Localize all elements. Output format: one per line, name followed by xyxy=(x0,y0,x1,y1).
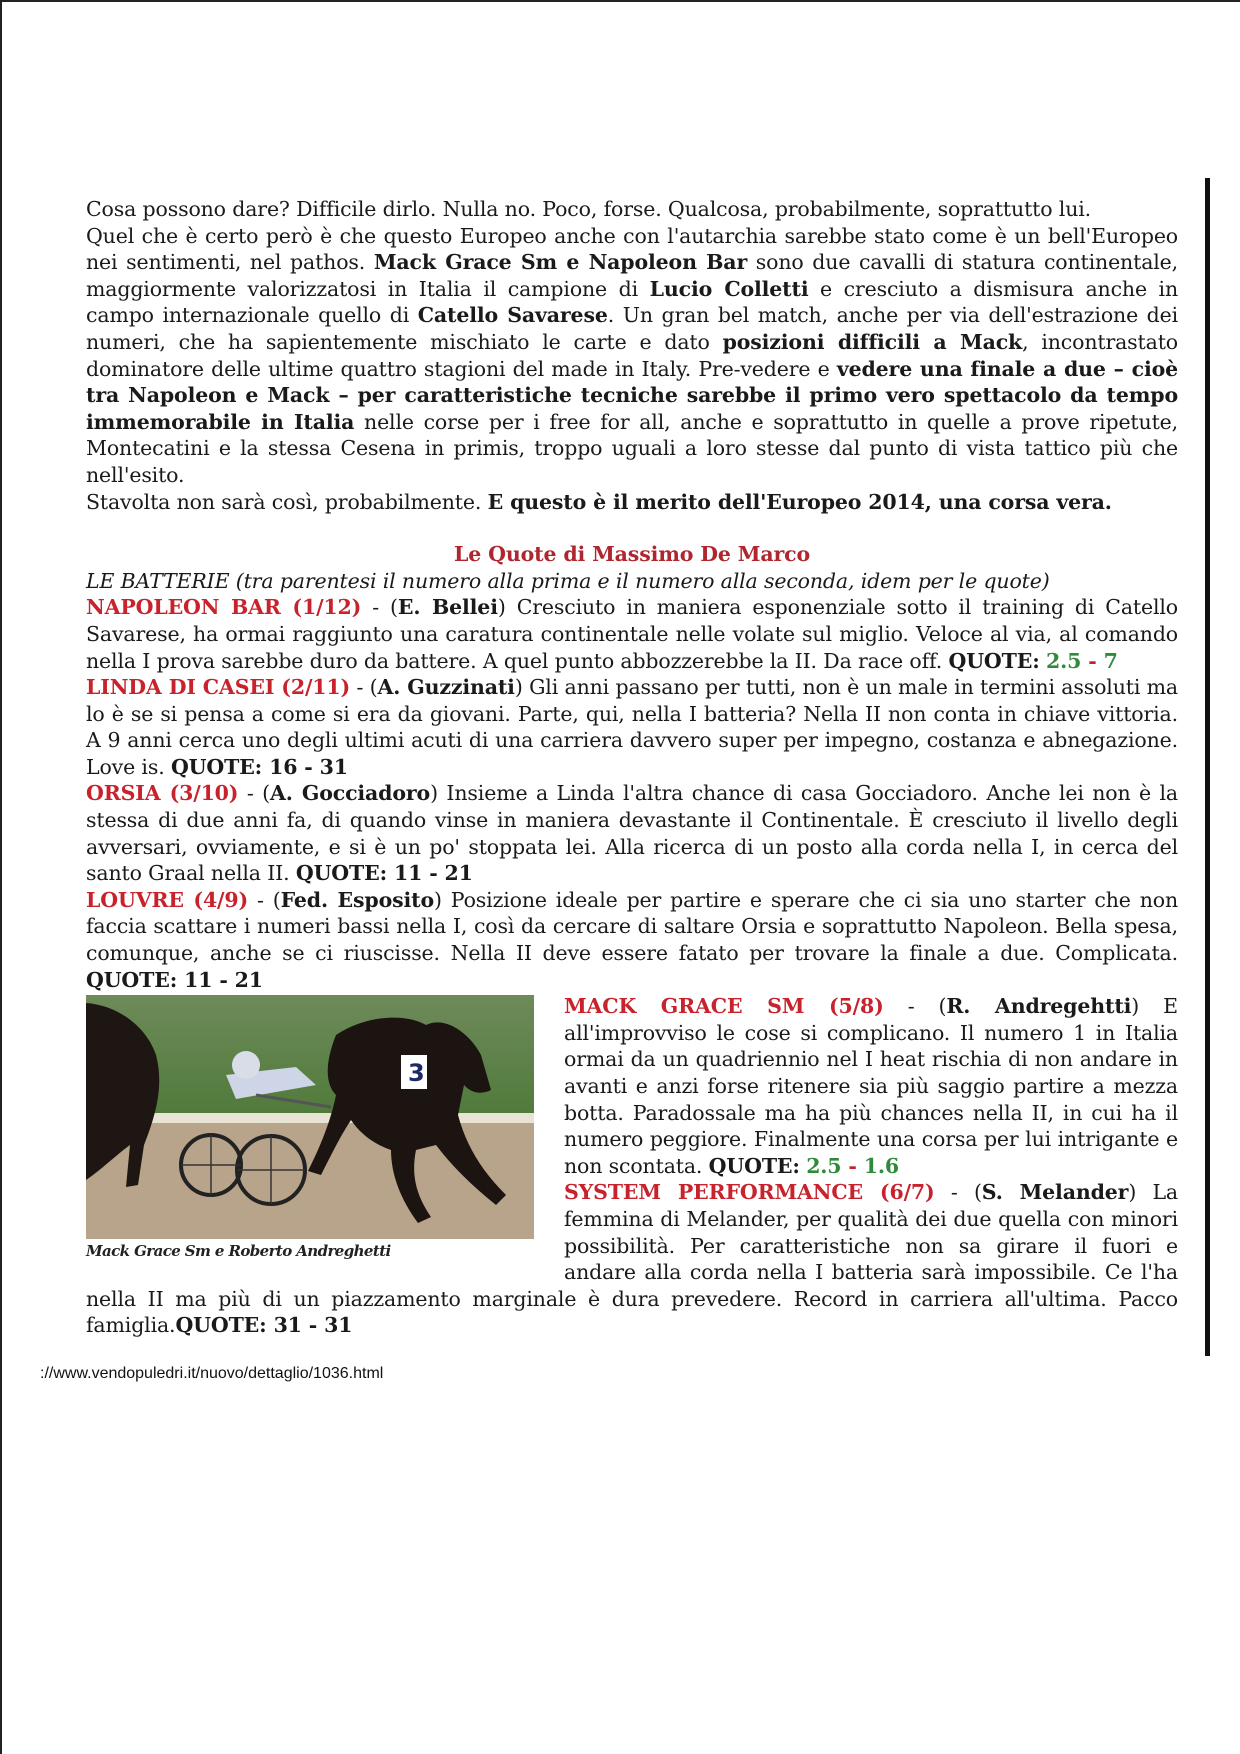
entry-name: MACK GRACE SM (5/8) xyxy=(564,994,884,1019)
entry-name: SYSTEM PERFORMANCE (6/7) xyxy=(564,1180,935,1205)
entry-quote: QUOTE: 31 - 31 xyxy=(175,1313,353,1338)
entry-driver: A. Gocciadoro xyxy=(270,781,431,806)
emphasis-text: posizioni difficili a Mack xyxy=(722,329,1023,354)
entry-name: LINDA DI CASEI (2/11) xyxy=(86,675,351,700)
entry-quote-value: 2.5 xyxy=(806,1153,842,1178)
paragraph-2-text: , incontrastato dominatore delle ultime quattro stagioni del made in Italy. Pre-vedere e xyxy=(86,329,1178,381)
entry-quote-dash: - xyxy=(841,1153,864,1178)
entry-orsia xyxy=(86,780,1178,886)
entry-text: ) E all'improvviso le cose si complicano. Il numero 1 in Italia ormai da un quadriennio nel I heat rischia di non andare in avanti e anzi forse ritenere sia più saggio partire a mezza botta. Paradossale ma ha più chances nella II, in cui ha il numero peggiore. Finalmente una corsa per lui intrigante e non scontata. xyxy=(564,994,1178,1178)
article-body xyxy=(86,196,1178,1339)
entry-separator: - ( xyxy=(934,1180,982,1205)
horse-names: Mack Grace Sm e Napoleon Bar xyxy=(373,250,748,275)
entry-separator: - ( xyxy=(238,781,270,806)
spacer xyxy=(86,515,1178,541)
entry-name: ORSIA (3/10) xyxy=(86,781,239,806)
paragraph-2 xyxy=(86,223,1178,489)
page-border-top xyxy=(0,0,1240,2)
photo-caption: Mack Grace Sm e Roberto Andreghetti xyxy=(86,1242,391,1261)
entry-text: ) Gli anni passano per tutti, non è un male in termini assoluti ma lo è se si pensa a come si era da giovani. Parte, qui, nella I batteria? Nella II non conta in chiave vittoria. A 9 anni cerca uno degli ultimi acuti di una carriera davvero super per impegno, costanza e abnegazione. Love is. xyxy=(86,675,1178,779)
entry-separator: - ( xyxy=(361,595,398,620)
entry-separator: - ( xyxy=(350,675,378,700)
driver-helmet xyxy=(232,1051,260,1079)
entry-quote-value: 2.5 xyxy=(1046,648,1082,673)
emphasis-text: vedere una finale a due – cioè tra Napoleon e Mack – per caratteristiche tecniche sarebbe il primo vero spettacolo da tempo immemorabile in Italia xyxy=(86,356,1178,434)
entry-quote: QUOTE: 11 - 21 xyxy=(86,967,263,992)
entry-quote-dash: - xyxy=(1081,648,1104,673)
entry-name: NAPOLEON BAR (1/12) xyxy=(86,595,362,620)
page-border xyxy=(0,0,2,1754)
trainer-name: Lucio Colletti xyxy=(649,276,809,301)
paragraph-2-text: . Un gran bel match, anche per via dell'estrazione dei numeri, che ha sapientemente mischiato le carte e dato xyxy=(86,303,1179,354)
paragraph-1: Cosa possono dare? Difficile dirlo. Nulla no. Poco, forse. Qualcosa, probabilmente, soprattutto lui. xyxy=(86,197,1092,221)
photo-figure xyxy=(86,995,534,1265)
entry-separator: - ( xyxy=(248,887,281,912)
emphasis-text: E questo è il merito dell'Europeo 2014, una corsa vera. xyxy=(487,489,1112,514)
entry-quote-label: QUOTE: xyxy=(708,1153,800,1178)
entry-quote-value: 1.6 xyxy=(863,1153,899,1178)
paragraph-2-text: sono due cavalli di statura continentale, maggiormente valorizzatosi in Italia il campione di xyxy=(86,250,1179,301)
entry-name: LOUVRE (4/9) xyxy=(86,887,249,912)
entry-quote: QUOTE: 11 - 21 xyxy=(295,861,473,886)
saddle-cloth-number: 3 xyxy=(408,1059,425,1088)
section-heading: Le Quote di Massimo De Marco xyxy=(454,542,810,567)
entry-separator: - ( xyxy=(883,994,947,1019)
entry-quote-value: 7 xyxy=(1103,648,1118,673)
race-photo xyxy=(86,995,534,1239)
source-url[interactable]: ://www.vendopuledri.it/nuovo/dettaglio/1036.html xyxy=(40,1365,384,1382)
harness-race-illustration xyxy=(86,995,534,1239)
entry-driver: A. Guzzinati xyxy=(377,675,515,700)
entry-driver: Fed. Esposito xyxy=(280,887,434,912)
paragraph-2-text: nelle corse per i free for all, anche e soprattutto in quelle a prove ripetute, Montecatini e la stessa Cesena in primis, troppo uguali a loro stesse dal punto di vista tattico più che nell'esito. xyxy=(86,409,1178,487)
paragraph-2-text: Quel che è certo però è che questo Europeo anche con l'autarchia sarebbe stato come è un bell'Europeo nei sentimenti, nel pathos. xyxy=(86,223,1178,275)
paragraph-2-text: e cresciuto a dismisura anche in campo internazionale quello di xyxy=(86,276,1178,328)
entry-text: ) Cresciuto in maniera esponenziale sotto il training di Catello Savarese, ha ormai raggiunto una caratura continentale nelle volate sul miglio. Veloce al via, al comando nella I prova sarebbe duro da battere. A quel punto abbozzerebbe la II. Da race off. xyxy=(86,595,1178,673)
entry-text: ) La femmina di Melander, per qualità dei due quella con minori possibilità. Per caratteristiche non sa girare il fuori e andare alla corda nella I batteria sarà impossibile. Ce l'ha nella II ma più di un piazzamento marginale è dura prevedere. Record in carriera all'ultima. Pacco famiglia. xyxy=(86,1180,1178,1338)
column-rule xyxy=(1205,178,1210,1356)
entry-quote: QUOTE: 16 - 31 xyxy=(170,754,348,779)
entry-linda-di-casei xyxy=(86,674,1178,780)
paragraph-3-text: Stavolta non sarà così, probabilmente. xyxy=(86,489,488,514)
entry-louvre xyxy=(86,887,1178,993)
paragraph-3 xyxy=(86,489,1178,516)
entry-napoleon-bar xyxy=(86,594,1178,674)
entry-driver: R. Andregehtti xyxy=(946,994,1132,1019)
trainer-name: Catello Savarese xyxy=(417,303,608,328)
entry-quote-label: QUOTE: xyxy=(948,648,1040,673)
entry-text: ) Posizione ideale per partire e sperare che ci sia uno starter che non faccia scattare i numeri bassi nella I, così da cercare di saltare Orsia e soprattutto Napoleon. Bella spesa, comunque, anche se ci riuscisse. Nella II deve essere fatato per trovare la finale a due. Complicata. xyxy=(86,887,1179,966)
entry-driver: E. Bellei xyxy=(397,595,498,620)
entry-driver: S. Melander xyxy=(981,1180,1129,1205)
section-intro: LE BATTERIE (tra parentesi il numero alla prima e il numero alla seconda, idem per le quote) xyxy=(86,568,1050,593)
entry-text: ) Insieme a Linda l'altra chance di casa Gocciadoro. Anche lei non è la stessa di due anni fa, di quando vinse in maniera devastante il Continentale. È cresciuto il livello degli avversari, ovviamente, e si è un po' stoppata lei. Alla ricerca di un posto alla corda nella I, in cerca del santo Graal nella II. xyxy=(86,781,1178,886)
